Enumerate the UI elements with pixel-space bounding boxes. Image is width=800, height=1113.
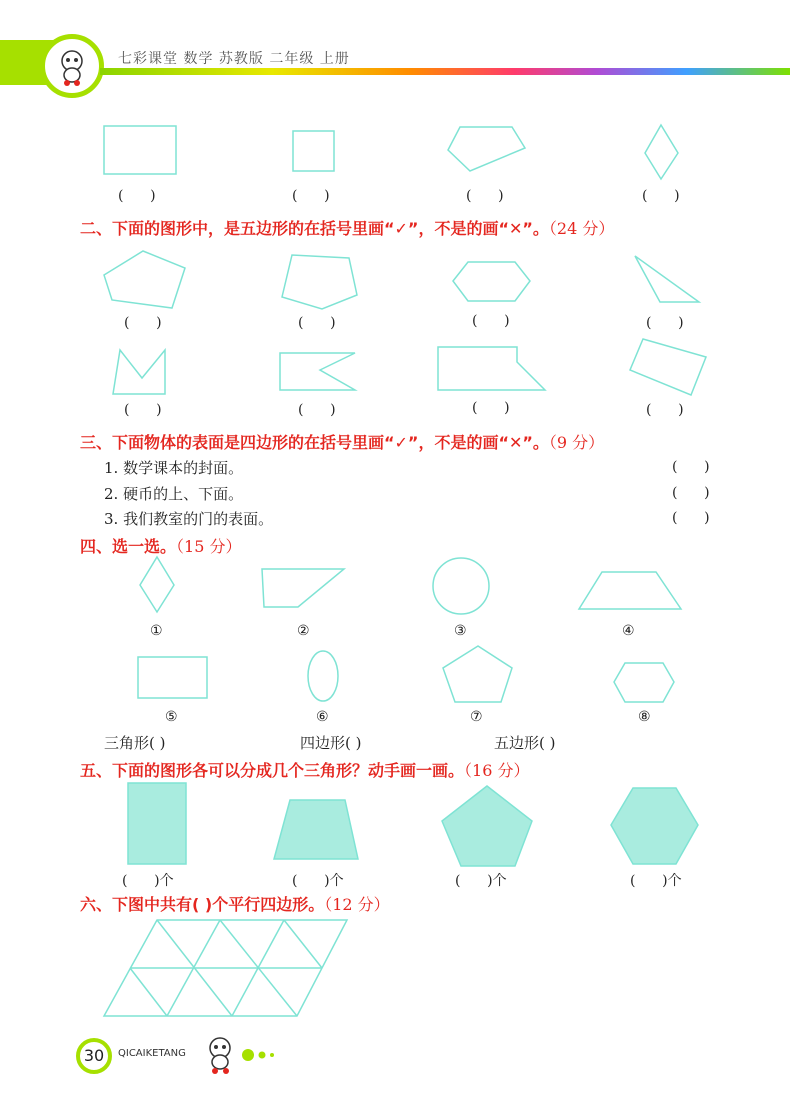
answer-blank[interactable]: ( ) (124, 402, 162, 418)
shape-s4-circle (433, 558, 489, 614)
section-6-heading: 六、下图中共有( )个平行四边形。（12 分） (80, 895, 390, 914)
shape-s4-rectangle (138, 657, 207, 698)
shape-number: ⑥ (316, 709, 329, 725)
shape-s2-pentagon-2 (282, 255, 357, 309)
shape-s4-trapezoid (579, 572, 681, 609)
header-title: 七彩课堂 数学 苏教版 二年级 上册 (118, 51, 350, 67)
answer-blank[interactable]: ( )个 (630, 873, 682, 889)
answer-blank[interactable]: ( ) (466, 188, 504, 204)
answer-blank[interactable]: ( ) (298, 402, 336, 418)
s3-item-3: 3. 我们教室的门的表面。 (104, 510, 274, 528)
shape-s4-pentagon (443, 646, 512, 702)
shape-s2-concave-2 (280, 353, 355, 390)
footer-brand: QICAIKETANG (118, 1048, 186, 1059)
section-4-heading: 四、选一选。（15 分） (80, 537, 242, 556)
answer-blank[interactable]: ( ) (118, 188, 156, 204)
shape-s4-ellipse (308, 651, 338, 701)
answer-blank[interactable]: ( ) (672, 510, 710, 526)
shape-s4-triangle (262, 569, 344, 607)
answer-blank[interactable]: ( ) (472, 313, 510, 329)
shape-pentagon (448, 127, 525, 171)
answer-blank[interactable]: ( ) (642, 188, 680, 204)
shape-number: ③ (454, 623, 467, 639)
shape-rhombus (645, 125, 678, 179)
shape-number: ⑦ (470, 709, 483, 725)
shape-s2-pentagon-1 (104, 251, 185, 308)
section-3-heading: 三、下面物体的表面是四边形的在括号里画“✓”，不是的画“✕”。（9 分） (80, 433, 605, 452)
shape-s5-trapezoid (274, 800, 358, 859)
shape-s4-hexagon (614, 663, 674, 702)
shape-number: ① (150, 623, 163, 639)
shape-s5-rectangle (128, 783, 186, 864)
shape-number: ⑤ (165, 709, 178, 725)
answer-blank[interactable]: ( ) (672, 459, 710, 475)
answer-pentagon[interactable]: 五边形( ) (494, 734, 556, 752)
footer-mascot-icon (200, 1030, 290, 1080)
answer-blank[interactable]: ( ) (646, 315, 684, 331)
section-5-heading: 五、下面的图形各可以分成几个三角形？动手画一画。（16 分） (80, 761, 530, 780)
s3-item-1: 1. 数学课本的封面。 (104, 459, 244, 477)
answer-blank[interactable]: ( ) (472, 400, 510, 416)
shape-s5-pentagon (442, 786, 532, 866)
shape-s6-parallelogram-grid (104, 920, 347, 1016)
shape-s2-hexagon (453, 262, 530, 301)
answer-blank[interactable]: ( ) (124, 315, 162, 331)
shape-rectangle (104, 126, 176, 174)
shape-s2-quadrilateral (630, 339, 706, 395)
s3-item-2: 2. 硬币的上、下面。 (104, 485, 244, 503)
answer-blank[interactable]: ( ) (292, 188, 330, 204)
answer-blank[interactable]: ( ) (646, 402, 684, 418)
shape-s5-hexagon (611, 788, 698, 864)
shape-s4-rhombus (140, 557, 174, 612)
answer-blank[interactable]: ( )个 (455, 873, 507, 889)
page-number: 30 (76, 1038, 112, 1074)
shape-square (293, 131, 334, 171)
shape-number: ④ (622, 623, 635, 639)
answer-blank[interactable]: ( )个 (292, 873, 344, 889)
shape-s2-triangle (635, 256, 699, 302)
answer-blank[interactable]: ( ) (298, 315, 336, 331)
answer-blank[interactable]: ( )个 (122, 873, 174, 889)
shape-s2-concave-1 (113, 350, 165, 394)
answer-quadrilateral[interactable]: 四边形( ) (300, 734, 362, 752)
answer-blank[interactable]: ( ) (672, 485, 710, 501)
answer-triangle[interactable]: 三角形( ) (104, 734, 166, 752)
section-2-heading: 二、下面的图形中，是五边形的在括号里画“✓”，不是的画“✕”。（24 分） (80, 219, 615, 238)
shape-number: ⑧ (638, 709, 651, 725)
shape-s2-hexagon-irregular (438, 347, 545, 390)
shape-number: ② (297, 623, 310, 639)
